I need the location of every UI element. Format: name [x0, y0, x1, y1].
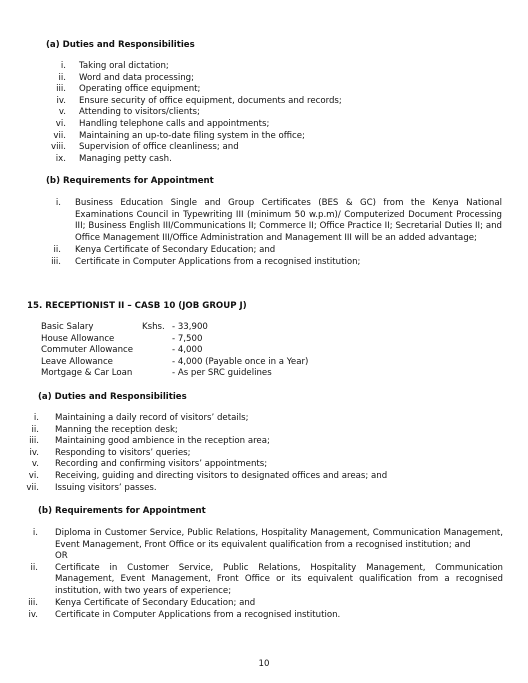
- list-item: Certificate in Customer Service, Public Relations, Hospitality Management, Communication Management, Event Management, Front Office or its equivalent qualification from a recognised institution, with two years of experience;: [55, 562, 503, 596]
- salary-label: Commuter Allowance: [41, 345, 134, 356]
- list-number: vii.: [53, 130, 66, 141]
- list-item: Attending to visitors/clients;: [79, 107, 200, 118]
- list-number: ii.: [30, 562, 38, 573]
- salary-label: Leave Allowance: [41, 356, 113, 367]
- list-number: i.: [33, 413, 39, 423]
- currency-label: Kshs.: [142, 322, 165, 332]
- list-item: Kenya Certificate of Secondary Education; and: [55, 598, 256, 608]
- salary-value: - 4,000 (Payable once in a Year): [172, 356, 309, 367]
- salary-value: - As per SRC guidelines: [172, 368, 272, 379]
- or-separator: OR: [55, 551, 68, 562]
- list-number: i.: [32, 528, 38, 538]
- list-item: Supervision of office cleanliness; and: [79, 142, 239, 153]
- list-number: v.: [58, 107, 66, 118]
- salary-label: Mortgage & Car Loan: [41, 368, 133, 379]
- salary-value: - 33,900: [172, 322, 208, 332]
- requirements-heading: (b) Requirements for Appointment: [38, 506, 206, 516]
- list-number: i.: [55, 198, 61, 208]
- list-item: Maintaining good ambience in the reception area;: [55, 436, 270, 447]
- salary-value: - 4,000: [172, 345, 203, 356]
- list-number: vii.: [26, 482, 39, 493]
- list-number: iv.: [28, 609, 38, 620]
- salary-label: Basic Salary: [41, 322, 94, 332]
- list-number: i.: [60, 61, 66, 71]
- list-number: ii.: [31, 424, 39, 435]
- section-title: 15. RECEPTIONIST II – CASB 10 (JOB GROUP J): [27, 301, 247, 311]
- list-number: ix.: [55, 153, 66, 164]
- list-item: Certificate in Computer Applications from a recognised institution;: [75, 256, 361, 267]
- list-item: Recording and confirming visitors’ appointments;: [55, 459, 268, 470]
- list-item: Maintaining an up-to-date filing system in the office;: [79, 130, 305, 141]
- list-item: Operating office equipment;: [79, 84, 201, 95]
- list-item: Manning the reception desk;: [55, 424, 178, 435]
- salary-label: House Allowance: [41, 333, 115, 344]
- list-number: vi.: [55, 119, 66, 129]
- list-item: Receiving, guiding and directing visitors to designated offices and areas; and: [55, 471, 388, 481]
- list-item: Word and data processing;: [79, 72, 195, 83]
- list-number: iii.: [56, 84, 66, 95]
- list-number: iv.: [29, 447, 39, 458]
- list-item: Diploma in Customer Service, Public Relations, Hospitality Management, Communication Management, Event Management, Front Office or its equivalent qualification from a recognised institution; and: [55, 528, 503, 550]
- list-number: v.: [31, 459, 39, 470]
- list-item: Issuing visitors’ passes.: [55, 482, 157, 493]
- list-number: iii.: [28, 598, 38, 608]
- list-number: ii.: [58, 72, 66, 83]
- list-number: iii.: [29, 436, 39, 447]
- list-item: Certificate in Computer Applications from a recognised institution.: [55, 609, 341, 620]
- salary-value: - 7,500: [172, 333, 203, 344]
- list-item: Managing petty cash.: [79, 153, 172, 164]
- list-item: Taking oral dictation;: [79, 61, 169, 71]
- list-number: iii.: [51, 256, 61, 267]
- list-item: Responding to visitors’ queries;: [55, 447, 191, 458]
- page-number: 10: [258, 659, 270, 669]
- list-number: viii.: [51, 142, 66, 153]
- list-item: Business Education Single and Group Certificates (BES & GC) from the Kenya National Examinations Council in Typewriting III (minimum 50 w.p.m)/ Computerized Document Processing III; Business English III/Communications II; Commerce II; Office Practice II; Secretarial Duties II; and Office Management III/Office Administration and Management III will be an added advantage;: [75, 198, 502, 243]
- list-item: Maintaining a daily record of visitors’ details;: [55, 413, 249, 423]
- list-item: Kenya Certificate of Secondary Education; and: [75, 245, 276, 255]
- list-number: ii.: [53, 245, 61, 255]
- duties-heading: (a) Duties and Responsibilities: [38, 392, 187, 402]
- list-item: Ensure security of office equipment, documents and records;: [79, 95, 342, 106]
- list-number: iv.: [56, 95, 66, 106]
- list-item: Handling telephone calls and appointments;: [79, 119, 270, 129]
- duties-heading: (a) Duties and Responsibilities: [46, 40, 195, 50]
- list-number: vi.: [28, 471, 39, 481]
- requirements-heading: (b) Requirements for Appointment: [46, 176, 214, 186]
